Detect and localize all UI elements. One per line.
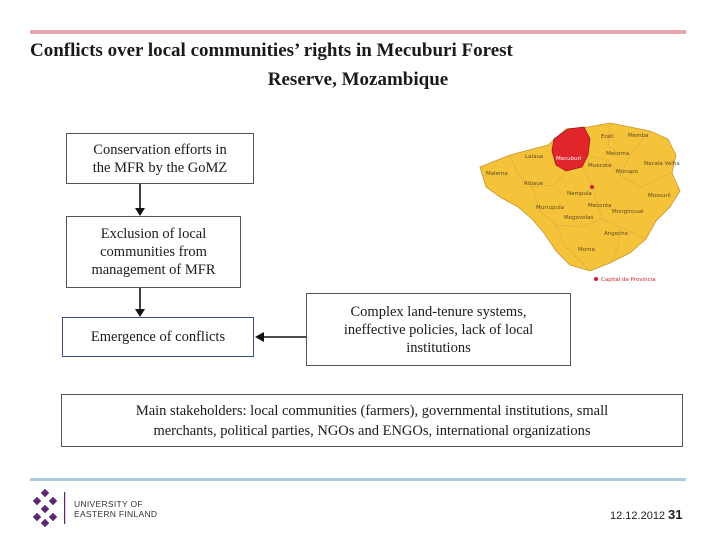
conservation-efforts-box [66, 133, 254, 184]
title-line-2: Reserve, Mozambique [267, 69, 449, 90]
box1-line-1: Conservation efforts in [93, 141, 227, 158]
label-memba: Memba [628, 133, 649, 139]
causes-box [306, 293, 571, 366]
slide-date: 12.12.2012 [610, 510, 666, 522]
label-monapo: Monapo [616, 169, 638, 175]
stakeholders-box [61, 394, 683, 447]
label-malema: Malema [486, 171, 508, 177]
top-rule [30, 30, 686, 34]
arrowhead-box3 [135, 309, 145, 317]
page-number: 31 [668, 507, 683, 522]
label-angoche: Angoche [604, 231, 628, 237]
label-moma: Moma [578, 247, 595, 253]
box4-line-2: ineffective policies, lack of local [343, 321, 534, 338]
label-murrupula: Murrupula [536, 205, 565, 211]
label-mecoma: Mecoma [606, 151, 630, 157]
label-erati: Erati [601, 134, 614, 140]
label-muecate: Muecate [588, 163, 612, 169]
box1-line-2: the MFR by the GoMZ [92, 159, 228, 176]
box4-line-3: institutions [406, 339, 471, 356]
legend-marker [594, 277, 598, 281]
box2-line-3: management of MFR [91, 262, 216, 278]
box2-line-1: Exclusion of local [100, 226, 207, 242]
box2-line-2: communities from [100, 244, 207, 260]
logo-line-2: EASTERN FINLAND [74, 509, 158, 519]
conflicts-box [62, 317, 254, 357]
university-name [74, 499, 157, 519]
arrowhead-box2 [135, 208, 145, 216]
exclusion-box [66, 216, 241, 288]
nampula-province-map [470, 115, 685, 290]
arrowhead-left [255, 332, 264, 342]
capital-marker [590, 185, 594, 189]
legend-label: Capital de Provincia [601, 277, 656, 283]
label-mogovolas: Mogovolas [564, 215, 594, 221]
box4-line-1: Complex land-tenure systems, [350, 303, 527, 320]
label-ribaue: Ribaue [524, 181, 544, 187]
label-meconta: Meconta [588, 203, 612, 209]
title-line-1: Conflicts over local communities’ rights in Mecuburi Forest [30, 40, 513, 61]
bottom-rule [30, 478, 686, 481]
box5-line-1: Main stakeholders: local communities (farmers), governmental institutions, small [135, 402, 609, 419]
label-mecuburi: Mecuburi [556, 156, 582, 162]
logo-line-1: UNIVERSITY OF [74, 499, 143, 509]
box3-line-1: Emergence of conflicts [90, 329, 226, 345]
label-lalaua: Lalaua [525, 154, 544, 160]
label-mossuril: Mossuril [648, 193, 671, 199]
label-nampula: Nampula [567, 191, 592, 197]
label-mongincual: Mongincual [612, 209, 644, 215]
label-nacala-velha: Nacala Velha [644, 161, 680, 167]
slide-title [30, 36, 686, 94]
box5-line-2: merchants, political parties, NGOs and ENGOs, international organizations [153, 422, 591, 439]
